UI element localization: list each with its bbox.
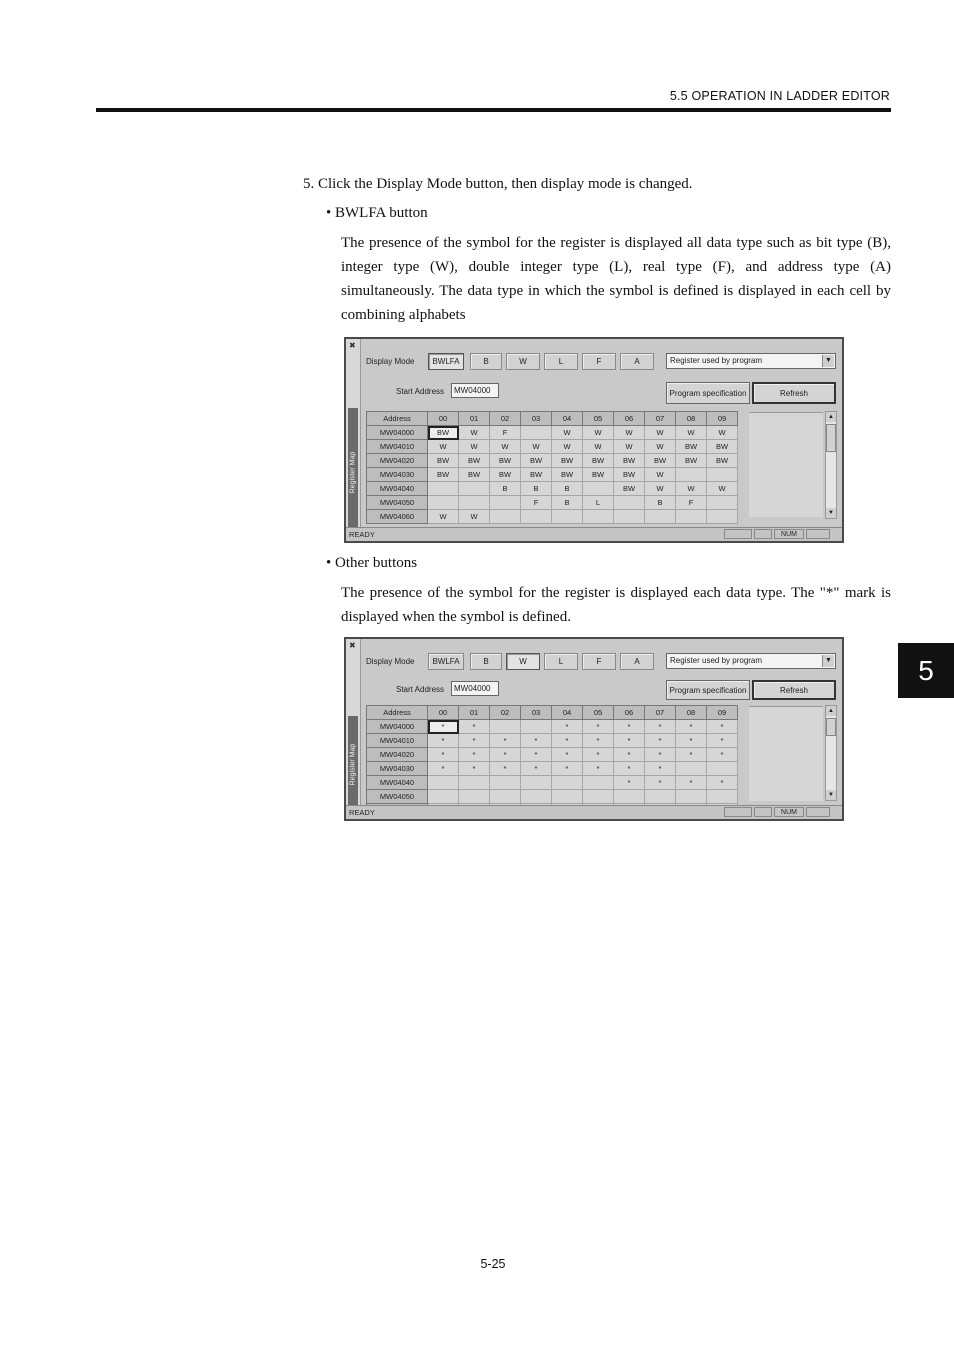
register-cell[interactable] bbox=[490, 790, 521, 804]
register-cell[interactable]: W bbox=[583, 440, 614, 454]
register-filter-combo[interactable]: Register used by program ▼ bbox=[666, 353, 836, 369]
register-cell[interactable]: BW bbox=[552, 468, 583, 482]
register-cell[interactable]: * bbox=[428, 762, 459, 776]
row-address: MW04050 bbox=[367, 790, 428, 804]
mode-button-l[interactable]: L bbox=[544, 353, 578, 370]
bullet-bwlfa-title: • BWLFA button bbox=[326, 205, 428, 221]
register-cell[interactable]: * bbox=[552, 748, 583, 762]
register-cell[interactable]: F bbox=[490, 426, 521, 440]
register-cell[interactable]: * bbox=[583, 748, 614, 762]
register-cell[interactable] bbox=[645, 510, 676, 524]
register-cell[interactable]: BW bbox=[459, 468, 490, 482]
pin-icon[interactable]: ✖ bbox=[349, 341, 356, 350]
register-cell[interactable]: * bbox=[521, 734, 552, 748]
column-header-02[interactable]: 02 bbox=[490, 706, 521, 720]
register-cell[interactable]: B bbox=[552, 496, 583, 510]
register-cell[interactable]: * bbox=[676, 734, 707, 748]
side-tab[interactable]: Register Map bbox=[348, 716, 358, 806]
row-address: MW04030 bbox=[367, 762, 428, 776]
register-cell[interactable]: BW bbox=[521, 454, 552, 468]
register-cell[interactable]: W bbox=[707, 482, 738, 496]
status-pane-blank3 bbox=[806, 807, 830, 817]
display-mode-label: Display Mode bbox=[366, 657, 415, 666]
column-header-09[interactable]: 09 bbox=[707, 412, 738, 426]
register-cell[interactable]: * bbox=[707, 720, 738, 734]
table-row bbox=[367, 790, 738, 804]
status-text: READY bbox=[349, 530, 375, 539]
register-cell[interactable]: * bbox=[645, 748, 676, 762]
register-cell[interactable] bbox=[459, 790, 490, 804]
register-cell[interactable] bbox=[428, 496, 459, 510]
row-address: MW04060 bbox=[367, 510, 428, 524]
mode-button-b[interactable]: B bbox=[470, 653, 502, 670]
register-cell[interactable]: * bbox=[490, 734, 521, 748]
register-cell[interactable] bbox=[676, 762, 707, 776]
chevron-down-icon[interactable]: ▼ bbox=[822, 655, 834, 667]
register-cell[interactable] bbox=[521, 776, 552, 790]
mode-button-bwlfa[interactable]: BWLFA bbox=[428, 353, 464, 370]
table-row bbox=[367, 426, 738, 440]
register-cell[interactable] bbox=[428, 790, 459, 804]
mode-button-w[interactable]: W bbox=[506, 653, 540, 670]
register-cell[interactable]: * bbox=[676, 776, 707, 790]
register-cell[interactable] bbox=[676, 790, 707, 804]
register-cell[interactable]: B bbox=[521, 482, 552, 496]
program-specification-button[interactable]: Program specification bbox=[666, 382, 750, 404]
column-header-08[interactable]: 08 bbox=[676, 706, 707, 720]
mode-button-l[interactable]: L bbox=[544, 653, 578, 670]
refresh-button[interactable]: Refresh bbox=[752, 382, 836, 404]
register-cell[interactable]: W bbox=[707, 426, 738, 440]
table-row bbox=[367, 440, 738, 454]
register-cell[interactable] bbox=[707, 468, 738, 482]
register-cell[interactable] bbox=[707, 496, 738, 510]
register-map-window-other bbox=[344, 637, 844, 821]
register-cell[interactable] bbox=[676, 510, 707, 524]
scroll-up-icon[interactable]: ▲ bbox=[826, 706, 836, 716]
register-grid bbox=[366, 411, 738, 524]
row-address: MW04000 bbox=[367, 720, 428, 734]
register-cell[interactable]: * bbox=[614, 720, 645, 734]
register-cell[interactable]: * bbox=[552, 720, 583, 734]
register-cell[interactable]: B bbox=[490, 482, 521, 496]
register-cell[interactable]: BW bbox=[583, 454, 614, 468]
chevron-down-icon[interactable]: ▼ bbox=[822, 355, 834, 367]
chapter-tab: 5 bbox=[898, 643, 954, 698]
register-cell[interactable]: W bbox=[645, 440, 676, 454]
scroll-thumb[interactable] bbox=[826, 718, 836, 736]
start-address-label: Start Address bbox=[396, 387, 445, 396]
register-cell[interactable] bbox=[459, 482, 490, 496]
register-cell[interactable] bbox=[583, 790, 614, 804]
display-mode-label: Display Mode bbox=[366, 357, 415, 366]
status-bar bbox=[346, 805, 842, 819]
register-cell[interactable]: W bbox=[583, 426, 614, 440]
mode-button-bwlfa[interactable]: BWLFA bbox=[428, 653, 464, 670]
register-cell[interactable]: BW bbox=[645, 454, 676, 468]
register-cell[interactable]: W bbox=[645, 482, 676, 496]
page-number: 5-25 bbox=[480, 1257, 506, 1271]
register-cell[interactable]: BW bbox=[490, 454, 521, 468]
register-cell[interactable]: * bbox=[459, 762, 490, 776]
register-cell[interactable]: * bbox=[645, 762, 676, 776]
side-tab[interactable]: Register Map bbox=[348, 408, 358, 528]
scroll-down-icon[interactable]: ▼ bbox=[826, 790, 836, 800]
register-cell[interactable]: BW bbox=[614, 454, 645, 468]
register-cell[interactable]: BW bbox=[521, 468, 552, 482]
register-cell[interactable] bbox=[614, 496, 645, 510]
register-cell[interactable] bbox=[552, 776, 583, 790]
refresh-button[interactable]: Refresh bbox=[752, 680, 836, 700]
address-column-header[interactable]: Address bbox=[367, 412, 428, 426]
table-row bbox=[367, 496, 738, 510]
num-indicator: NUM bbox=[774, 807, 804, 817]
column-header-00[interactable]: 00 bbox=[428, 412, 459, 426]
register-cell[interactable]: BW bbox=[614, 468, 645, 482]
register-cell[interactable]: W bbox=[521, 440, 552, 454]
row-address: MW04020 bbox=[367, 748, 428, 762]
register-cell[interactable] bbox=[428, 776, 459, 790]
status-pane-blank2 bbox=[754, 529, 772, 539]
register-cell[interactable]: W bbox=[552, 426, 583, 440]
register-cell[interactable] bbox=[428, 482, 459, 496]
column-header-05[interactable]: 05 bbox=[583, 706, 614, 720]
column-header-02[interactable]: 02 bbox=[490, 412, 521, 426]
row-address: MW04000 bbox=[367, 426, 428, 440]
mode-button-f[interactable]: F bbox=[582, 653, 616, 670]
start-address-input[interactable]: MW04000 bbox=[451, 383, 499, 398]
mode-button-w[interactable]: W bbox=[506, 353, 540, 370]
column-header-03[interactable]: 03 bbox=[521, 706, 552, 720]
column-header-06[interactable]: 06 bbox=[614, 706, 645, 720]
register-cell[interactable]: * bbox=[614, 734, 645, 748]
table-row bbox=[367, 510, 738, 524]
register-cell[interactable] bbox=[614, 790, 645, 804]
register-cell[interactable]: * bbox=[645, 720, 676, 734]
register-cell[interactable]: F bbox=[676, 496, 707, 510]
register-cell[interactable] bbox=[490, 496, 521, 510]
grid-empty-area bbox=[749, 706, 823, 801]
register-cell[interactable] bbox=[521, 426, 552, 440]
register-cell[interactable]: * bbox=[490, 762, 521, 776]
status-pane-blank3 bbox=[806, 529, 830, 539]
register-cell[interactable]: * bbox=[459, 748, 490, 762]
register-cell[interactable]: * bbox=[521, 762, 552, 776]
bullet-other-text: The presence of the symbol for the register is displayed each data type. The "*" mark is displayed when the symbol is defined. bbox=[341, 585, 891, 625]
register-cell[interactable]: F bbox=[521, 496, 552, 510]
register-cell[interactable]: W bbox=[676, 426, 707, 440]
row-address: MW04010 bbox=[367, 734, 428, 748]
register-cell[interactable]: W bbox=[428, 510, 459, 524]
register-cell[interactable] bbox=[583, 510, 614, 524]
register-cell[interactable]: BW bbox=[614, 482, 645, 496]
register-cell[interactable] bbox=[707, 790, 738, 804]
register-cell[interactable]: * bbox=[490, 748, 521, 762]
scroll-thumb[interactable] bbox=[826, 424, 836, 452]
register-cell[interactable]: W bbox=[490, 440, 521, 454]
register-cell[interactable] bbox=[583, 776, 614, 790]
register-cell[interactable]: W bbox=[428, 440, 459, 454]
row-address: MW04020 bbox=[367, 454, 428, 468]
table-row bbox=[367, 468, 738, 482]
register-cell[interactable]: * bbox=[707, 748, 738, 762]
register-cell[interactable]: * bbox=[645, 776, 676, 790]
scroll-up-icon[interactable]: ▲ bbox=[826, 412, 836, 422]
register-cell[interactable]: * bbox=[459, 720, 490, 734]
column-header-09[interactable]: 09 bbox=[707, 706, 738, 720]
register-cell[interactable]: BW bbox=[583, 468, 614, 482]
register-cell[interactable]: W bbox=[459, 510, 490, 524]
vertical-scrollbar[interactable] bbox=[825, 705, 837, 801]
start-address-label: Start Address bbox=[396, 685, 445, 694]
window-side-panel bbox=[346, 339, 361, 528]
column-header-04[interactable]: 04 bbox=[552, 706, 583, 720]
register-cell[interactable]: L bbox=[583, 496, 614, 510]
program-specification-button[interactable]: Program specification bbox=[666, 680, 750, 700]
register-cell[interactable]: BW bbox=[676, 454, 707, 468]
register-cell[interactable]: * bbox=[428, 734, 459, 748]
register-cell[interactable]: W bbox=[676, 482, 707, 496]
header-section-title: 5.5 OPERATION IN LADDER EDITOR bbox=[669, 89, 890, 103]
register-cell[interactable]: * bbox=[614, 762, 645, 776]
register-cell[interactable]: * bbox=[583, 762, 614, 776]
num-indicator: NUM bbox=[774, 529, 804, 539]
register-cell[interactable]: * bbox=[614, 776, 645, 790]
column-header-01[interactable]: 01 bbox=[459, 412, 490, 426]
register-cell[interactable] bbox=[552, 510, 583, 524]
register-cell[interactable]: * bbox=[645, 734, 676, 748]
register-cell[interactable]: W bbox=[645, 468, 676, 482]
register-map-window-bwlfa bbox=[344, 337, 844, 543]
register-cell[interactable] bbox=[583, 482, 614, 496]
grid-empty-area bbox=[749, 412, 823, 517]
register-cell[interactable]: * bbox=[583, 734, 614, 748]
address-column-header[interactable]: Address bbox=[367, 706, 428, 720]
register-cell[interactable]: * bbox=[614, 748, 645, 762]
register-filter-combo[interactable]: Register used by program ▼ bbox=[666, 653, 836, 669]
column-header-07[interactable]: 07 bbox=[645, 412, 676, 426]
column-header-03[interactable]: 03 bbox=[521, 412, 552, 426]
register-cell[interactable]: BW bbox=[490, 468, 521, 482]
table-row bbox=[367, 720, 738, 734]
register-cell[interactable] bbox=[521, 720, 552, 734]
table-row bbox=[367, 776, 738, 790]
scroll-down-icon[interactable]: ▼ bbox=[826, 508, 836, 518]
column-header-06[interactable]: 06 bbox=[614, 412, 645, 426]
register-cell[interactable]: W bbox=[614, 426, 645, 440]
table-row bbox=[367, 482, 738, 496]
register-cell[interactable] bbox=[459, 496, 490, 510]
register-cell[interactable]: W bbox=[614, 440, 645, 454]
column-header-08[interactable]: 08 bbox=[676, 412, 707, 426]
register-cell[interactable]: * bbox=[707, 776, 738, 790]
column-header-00[interactable]: 00 bbox=[428, 706, 459, 720]
vertical-scrollbar[interactable] bbox=[825, 411, 837, 519]
column-header-04[interactable]: 04 bbox=[552, 412, 583, 426]
register-grid bbox=[366, 705, 738, 818]
row-address: MW04050 bbox=[367, 496, 428, 510]
bullet-bwlfa-text: The presence of the symbol for the register is displayed all data type such as bit type (B), integer type (W), double integer type (L), real type (F), and address type (A) simultaneously. The data type in which the symbol is defined is displayed in each cell by combining alphabets bbox=[341, 235, 891, 323]
status-pane-blank2 bbox=[754, 807, 772, 817]
register-cell[interactable]: W bbox=[645, 426, 676, 440]
register-cell[interactable]: W bbox=[459, 426, 490, 440]
register-cell[interactable]: * bbox=[428, 720, 459, 734]
register-cell[interactable] bbox=[490, 776, 521, 790]
window-side-panel bbox=[346, 639, 361, 806]
mode-button-a[interactable]: A bbox=[620, 353, 654, 370]
pin-icon[interactable]: ✖ bbox=[349, 641, 356, 650]
status-bar bbox=[346, 527, 842, 541]
column-header-01[interactable]: 01 bbox=[459, 706, 490, 720]
table-row bbox=[367, 748, 738, 762]
register-cell[interactable]: B bbox=[552, 482, 583, 496]
table-row bbox=[367, 762, 738, 776]
mode-button-a[interactable]: A bbox=[620, 653, 654, 670]
register-cell[interactable]: BW bbox=[676, 440, 707, 454]
register-cell[interactable] bbox=[521, 510, 552, 524]
register-cell[interactable]: BW bbox=[459, 454, 490, 468]
header-rule bbox=[96, 108, 891, 112]
row-address: MW04040 bbox=[367, 482, 428, 496]
register-cell[interactable]: BW bbox=[707, 440, 738, 454]
register-cell[interactable]: * bbox=[707, 734, 738, 748]
register-cell[interactable]: BW bbox=[428, 426, 459, 440]
register-cell[interactable]: BW bbox=[707, 454, 738, 468]
register-cell[interactable] bbox=[676, 468, 707, 482]
register-cell[interactable]: * bbox=[552, 734, 583, 748]
register-cell[interactable]: * bbox=[521, 748, 552, 762]
row-address: MW04010 bbox=[367, 440, 428, 454]
register-cell[interactable]: * bbox=[459, 734, 490, 748]
row-address: MW04030 bbox=[367, 468, 428, 482]
bullet-other-title: • Other buttons bbox=[326, 555, 418, 571]
register-cell[interactable]: W bbox=[459, 440, 490, 454]
register-cell[interactable]: * bbox=[583, 720, 614, 734]
status-pane-blank bbox=[724, 529, 752, 539]
register-cell[interactable]: BW bbox=[428, 468, 459, 482]
register-cell[interactable] bbox=[490, 510, 521, 524]
row-address: MW04040 bbox=[367, 776, 428, 790]
mode-button-f[interactable]: F bbox=[582, 353, 616, 370]
mode-button-b[interactable]: B bbox=[470, 353, 502, 370]
step-text: 5. Click the Display Mode button, then display mode is changed. bbox=[303, 176, 693, 192]
register-cell[interactable] bbox=[707, 510, 738, 524]
register-cell[interactable]: * bbox=[676, 720, 707, 734]
register-cell[interactable] bbox=[552, 790, 583, 804]
register-cell[interactable]: BW bbox=[552, 454, 583, 468]
status-text: READY bbox=[349, 808, 375, 817]
column-header-07[interactable]: 07 bbox=[645, 706, 676, 720]
register-cell[interactable]: W bbox=[552, 440, 583, 454]
register-cell[interactable] bbox=[707, 762, 738, 776]
register-cell[interactable]: BW bbox=[428, 454, 459, 468]
status-pane-blank bbox=[724, 807, 752, 817]
register-cell[interactable] bbox=[614, 510, 645, 524]
register-cell[interactable]: * bbox=[428, 748, 459, 762]
register-cell[interactable]: B bbox=[645, 496, 676, 510]
column-header-05[interactable]: 05 bbox=[583, 412, 614, 426]
register-cell[interactable]: * bbox=[676, 748, 707, 762]
register-cell[interactable]: * bbox=[552, 762, 583, 776]
table-row bbox=[367, 454, 738, 468]
table-row bbox=[367, 734, 738, 748]
register-cell[interactable] bbox=[490, 720, 521, 734]
start-address-input[interactable]: MW04000 bbox=[451, 681, 499, 696]
register-cell[interactable] bbox=[645, 790, 676, 804]
register-cell[interactable] bbox=[459, 776, 490, 790]
register-cell[interactable] bbox=[521, 790, 552, 804]
